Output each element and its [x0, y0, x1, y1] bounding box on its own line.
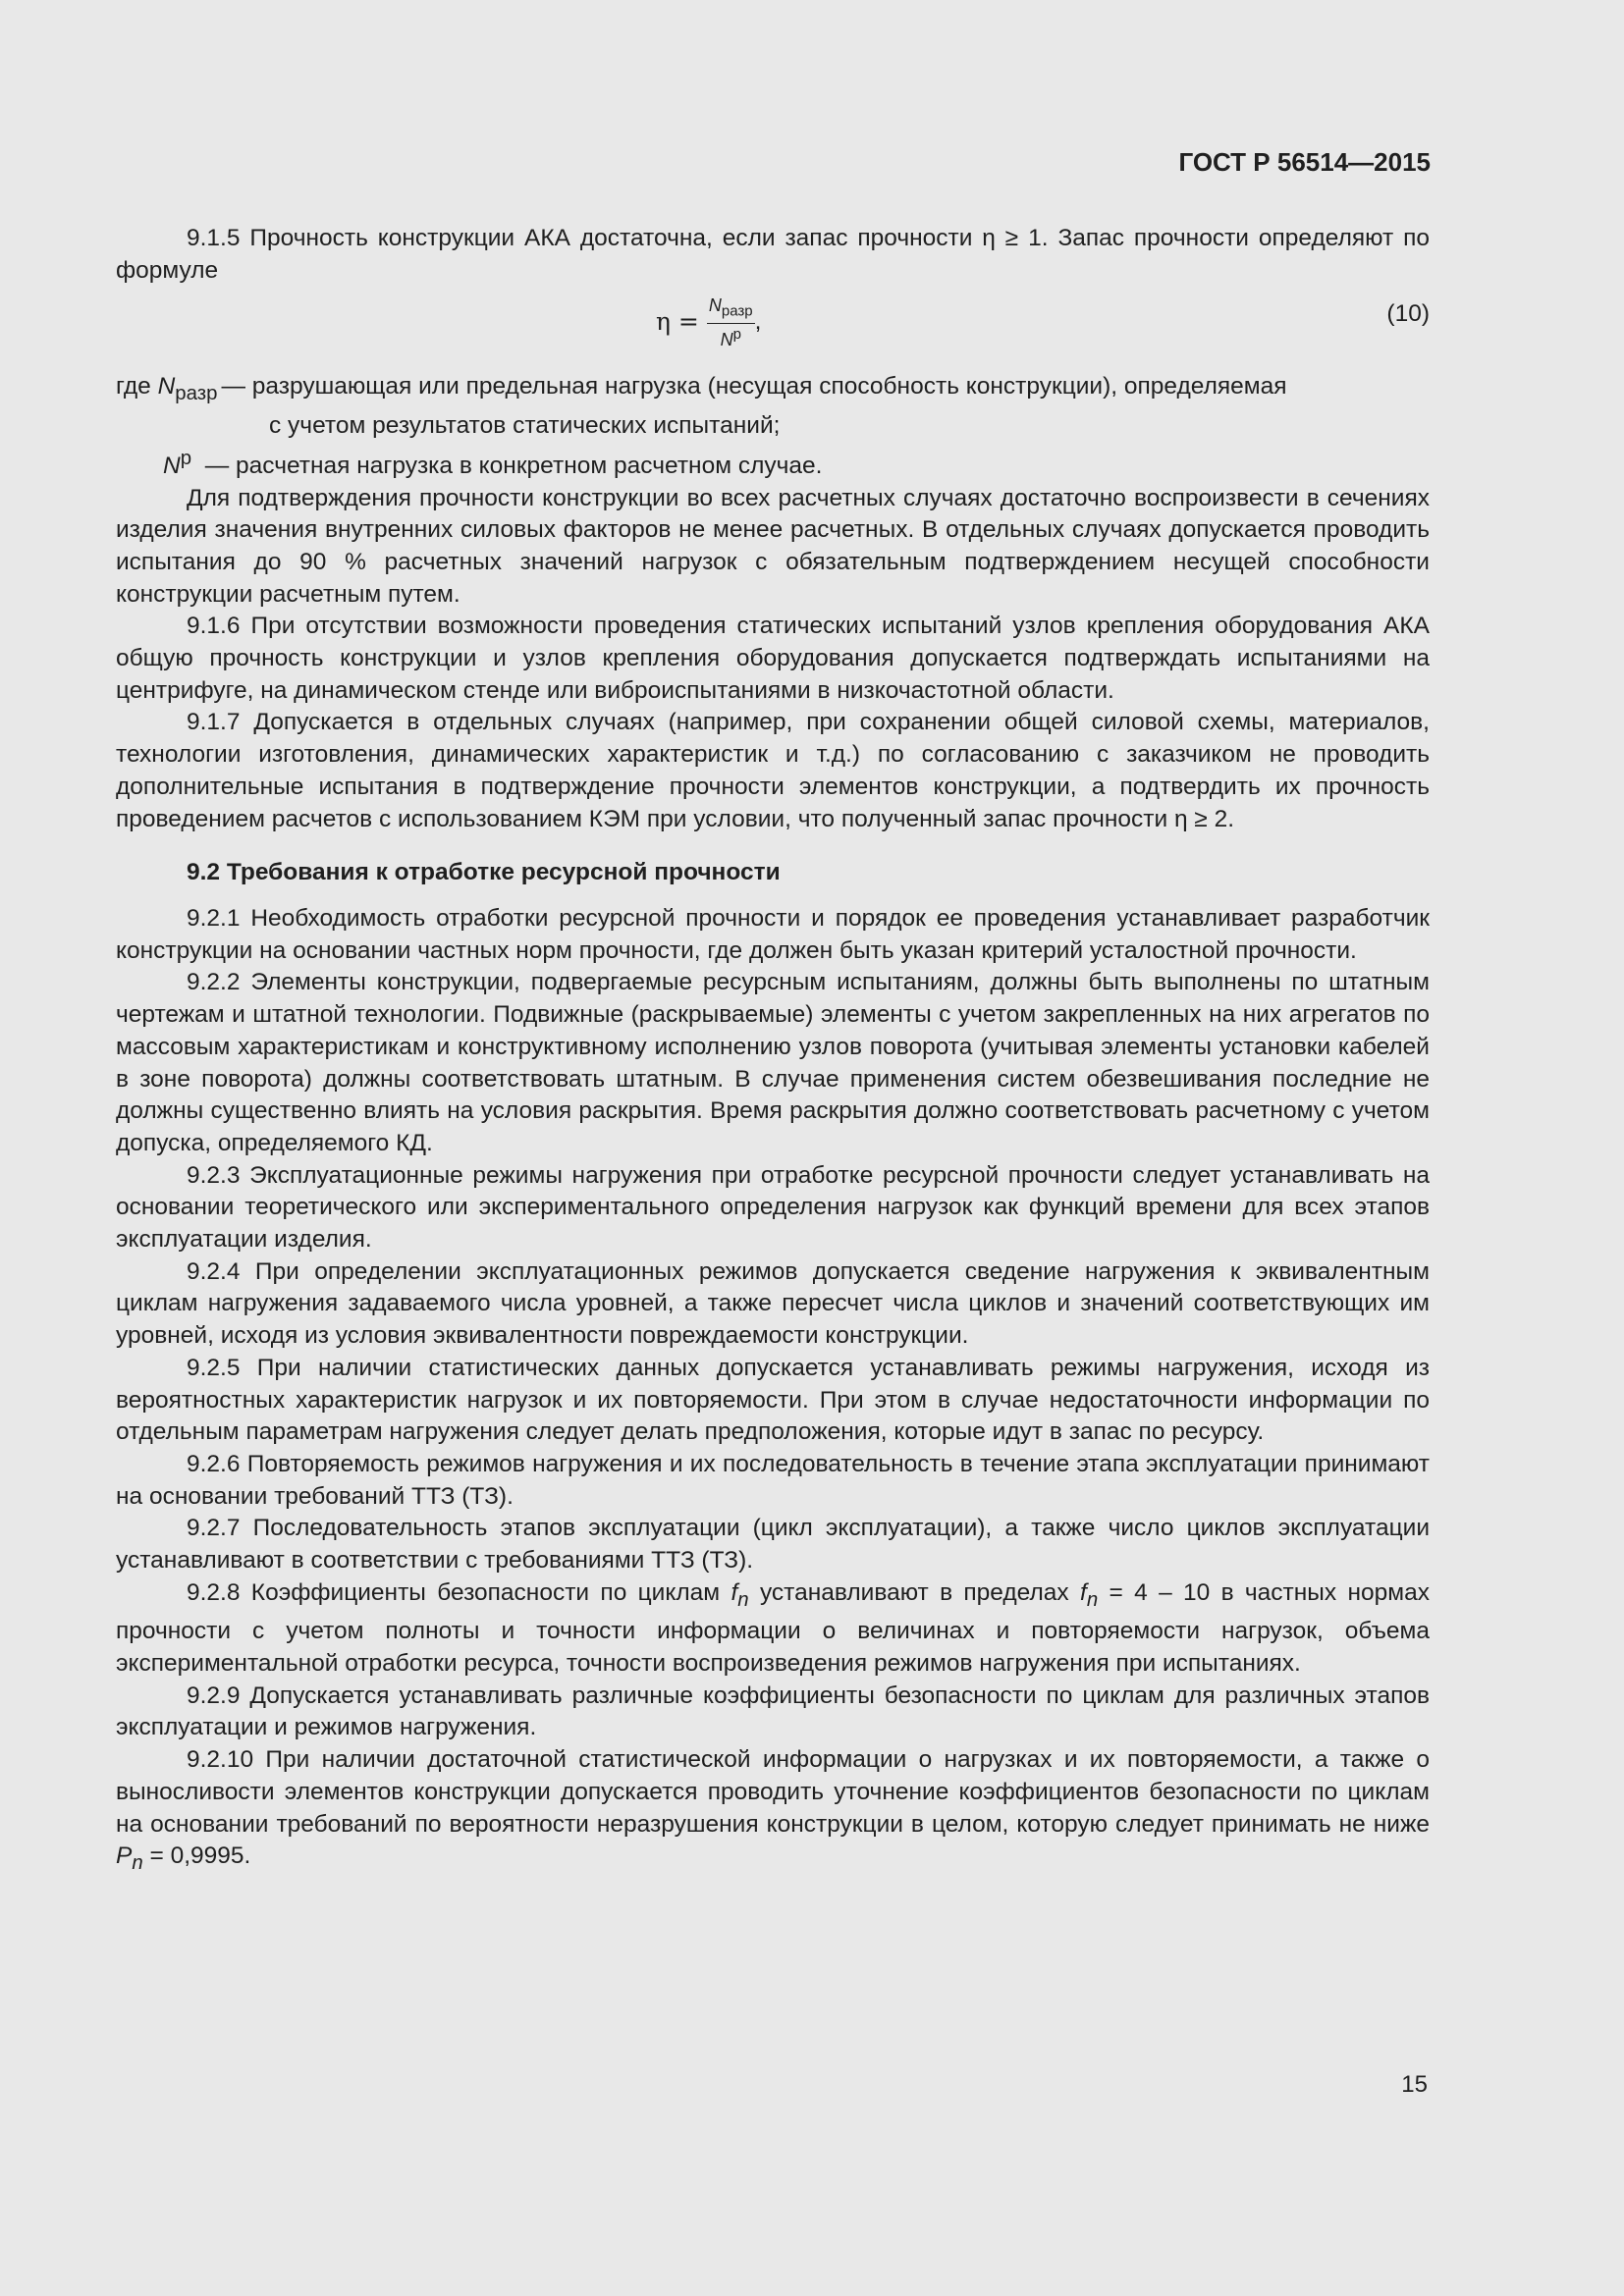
- formula-lhs: η =: [656, 307, 699, 337]
- numerator-symbol: N: [708, 295, 722, 316]
- text-segment: = 0,9995.: [142, 1842, 251, 1870]
- definition-text: — расчетная нагрузка в конкретном расчетном случае.: [204, 452, 823, 479]
- symbol-subscript: n: [737, 1588, 749, 1611]
- section-heading-9-2: 9.2 Требования к отработке ресурсной прочности: [187, 859, 781, 886]
- paragraph-9-2-9: 9.2.9 Допускается устанавливать различные коэффициенты безопасности по циклам для различных этапов эксплуатации и режимов нагружения.: [116, 1682, 1430, 1741]
- definition-n-p: [116, 443, 1430, 483]
- paragraph-9-2-8: [116, 1577, 1430, 1681]
- symbol-subscript: n: [1086, 1588, 1099, 1611]
- paragraph-confirmation: Для подтверждения прочности конструкции во всех расчетных случаях достаточно воспроизвести в сечениях изделия значения внутренних силовых факторов не менее расчетных. В отдельных случаях допускается проводить испытания до 90 % расчетных значений нагрузок с обязательным подтверждением несущей способности конструкции расчетным путем.: [116, 484, 1430, 608]
- denominator-superscript: р: [732, 326, 741, 343]
- formula-trailing-comma: ,: [754, 308, 762, 336]
- text-segment: 9.2.8 Коэффициенты безопасности по циклам: [187, 1578, 731, 1606]
- symbol-f: f: [731, 1578, 738, 1606]
- paragraph-9-2-10: [116, 1744, 1430, 1880]
- page-body: [116, 223, 1430, 1880]
- where-prefix: где: [116, 373, 151, 400]
- definition-n-razr: [116, 371, 1430, 410]
- formula-definitions: [116, 371, 1430, 482]
- text-segment: 9.2.10 При наличии достаточной статистической информации о нагрузках и их повторяемости, а также о выносливости элементов конструкции допускается проводить уточнение коэффициентов безопасности по циклам на основании требований по вероятности неразрушения конструкции в целом, которую следует принимать не ниже: [116, 1746, 1430, 1838]
- paragraph-9-2-6: 9.2.6 Повторяемость режимов нагружения и их последовательность в течение этапа эксплуатации принимают на основании требований ТТЗ (ТЗ).: [116, 1450, 1430, 1510]
- symbol-subscript: разр: [175, 383, 218, 405]
- text-segment: = 4 – 10 в частных нормах прочности с учетом полноты и точности информации о величинах и повторяемости нагрузок, объема экспериментальной отработки ресурса, точности воспроизведения режимов нагружения при испытаниях.: [116, 1578, 1430, 1678]
- document-code-header: ГОСТ Р 56514—2015: [1178, 147, 1431, 177]
- paragraph-9-2-7: 9.2.7 Последовательность этапов эксплуатации (цикл эксплуатации), а также число циклов эксплуатации устанавливают в соответствии с требованиями ТТЗ (ТЗ).: [116, 1515, 1430, 1575]
- text-segment: устанавливают в пределах: [748, 1578, 1080, 1606]
- formula-number: (10): [1386, 300, 1430, 328]
- paragraph-9-1-6: 9.1.6 При отсутствии возможности проведения статических испытаний узлов крепления оборудования АКА общую прочность конструкции и узлов крепления оборудования допускается подтверждать испытаниями на центрифуге, на динамическом стенде или виброиспытаниями в низкочастотной области.: [116, 613, 1430, 704]
- symbol-n-p: N: [163, 452, 181, 479]
- paragraph-9-2-2: 9.2.2 Элементы конструкции, подвергаемые ресурсным испытаниям, должны быть выполнены по штатным чертежам и штатной технологии. Подвижные (раскрываемые) элементы с учетом закрепленных на них агрегатов по массовым характеристикам и конструктивному исполнению узлов поворота (учитывая элементы установки кабелей в зоне поворота) должны соответствовать штатным. В случае применения систем обезвешивания последние не должны существенно влиять на условия раскрытия. Время раскрытия должно соответствовать расчетному с учетом допуска, определяемого КД.: [116, 969, 1430, 1156]
- formula-expression: [656, 294, 761, 350]
- definition-text: — разрушающая или предельная нагрузка (несущая способность конструкции), определяемая: [221, 373, 1287, 400]
- definition-continuation: с учетом результатов статических испытаний;: [269, 412, 781, 439]
- formula-numerator: [707, 294, 755, 324]
- paragraph-9-1-5: 9.1.5 Прочность конструкции АКА достаточна, если запас прочности η ≥ 1. Запас прочности определяют по формуле: [116, 225, 1430, 284]
- formula-denominator: [721, 324, 741, 350]
- symbol-n: N: [157, 373, 176, 400]
- numerator-subscript: разр: [721, 303, 753, 320]
- denominator-symbol: N: [720, 330, 733, 349]
- paragraph-9-2-3: 9.2.3 Эксплуатационные режимы нагружения при отработке ресурсной прочности следует устанавливать на основании теоретического или экспериментального определения нагрузок как функций времени для всех этапов эксплуатации изделия.: [116, 1161, 1430, 1254]
- paragraph-9-2-4: 9.2.4 При определении эксплуатационных режимов допускается сведение нагружения к эквивалентным циклам нагружения задаваемого числа уровней, а также пересчет числа циклов и значений соответствующих им уровней, исходя из условия эквивалентности повреждаемости конструкции.: [116, 1257, 1430, 1350]
- paragraph-9-1-7: 9.1.7 Допускается в отдельных случаях (например, при сохранении общей силовой схемы, материалов, технологии изготовления, динамических характеристик и т.д.) по согласованию с заказчиком не проводить дополнительные испытания в подтверждение прочности элементов конструкции, а подтвердить их прочность проведением расчетов с использованием КЭМ при условии, что полученный запас прочности η ≥ 2.: [116, 709, 1430, 832]
- paragraph-9-2-5: 9.2.5 При наличии статистических данных допускается устанавливать режимы нагружения, исходя из вероятностных характеристик нагрузок и их повторяемости. При этом в случае недостаточности информации по отдельным параметрам нагружения следует делать предположения, которые идут в запас по ресурсу.: [116, 1354, 1430, 1446]
- symbol-p: P: [116, 1842, 133, 1870]
- symbol-superscript: р: [180, 447, 192, 469]
- symbol-subscript: n: [132, 1852, 143, 1875]
- symbol-f: f: [1080, 1578, 1087, 1606]
- page-number: 15: [1401, 2071, 1428, 2098]
- paragraph-9-2-1: 9.2.1 Необходимость отработки ресурсной прочности и порядок ее проведения устанавливает разработчик конструкции на основании частных норм прочности, где должен быть указан критерий усталостной прочности.: [116, 905, 1430, 964]
- definition-symbol: [116, 371, 217, 410]
- formula-fraction: [707, 294, 755, 350]
- formula-10: [116, 289, 1430, 363]
